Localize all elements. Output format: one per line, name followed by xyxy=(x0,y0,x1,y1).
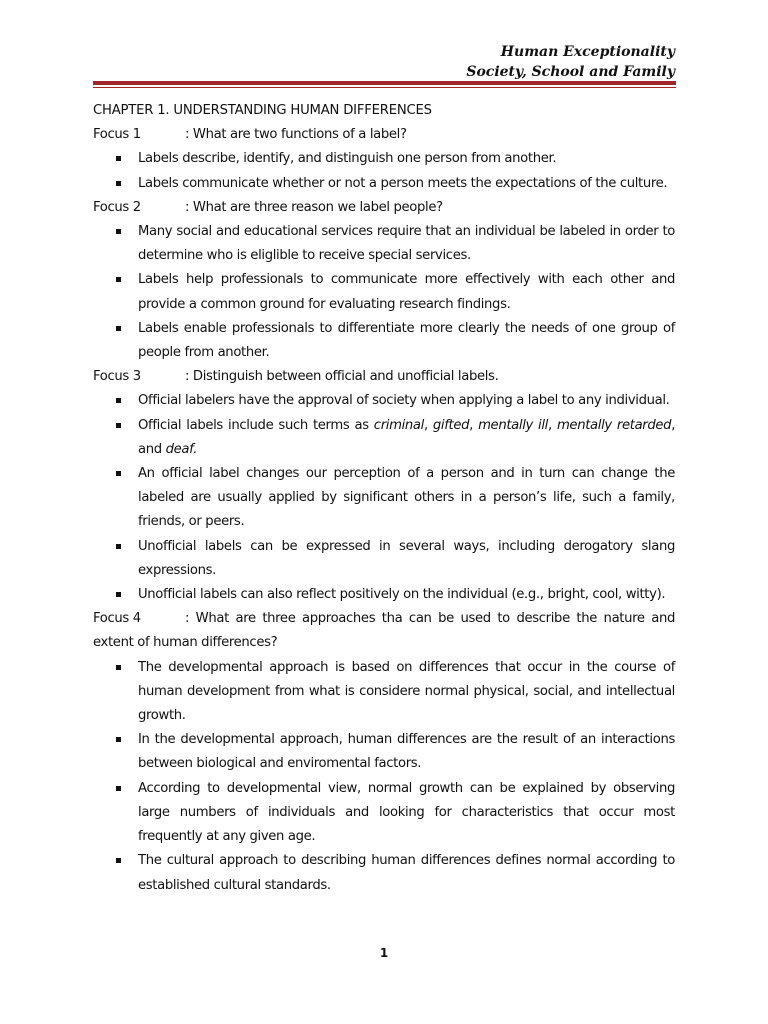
focus-2-label: Focus 2 xyxy=(93,199,141,215)
list-item: Many social and educational services require that an individual be labeled in order to determine who is eliglible to receive special services. xyxy=(93,220,675,268)
term-mentally-ill: mentally ill xyxy=(478,417,548,433)
list-item: Unofficial labels can be expressed in several ways, including derogatory slang expressions. xyxy=(93,535,675,583)
list-item: The cultural approach to describing human differences defines normal according to established cultural standards. xyxy=(93,849,675,897)
term-deaf: deaf xyxy=(165,441,194,457)
term-gifted: gifted xyxy=(432,417,470,433)
focus-4-list xyxy=(93,656,675,898)
term-and: and xyxy=(138,441,166,457)
term-end: . xyxy=(193,441,198,457)
focus-1-list xyxy=(93,147,675,195)
focus-4-heading xyxy=(93,607,675,655)
term-separator: , xyxy=(671,417,676,433)
list-item-official-terms xyxy=(93,414,675,462)
list-item: Labels enable professionals to differentiate more clearly the needs of one group of people from another. xyxy=(93,317,675,365)
focus-1-question: : What are two functions of a label? xyxy=(185,127,407,143)
term-mentally-retarded: mentally retarded xyxy=(556,417,672,433)
term-criminal: criminal xyxy=(373,417,424,433)
list-item: According to developmental view, normal growth can be explained by observing large numbers of individuals and looking for characteristics that occur most frequently at any given age. xyxy=(93,777,675,850)
focus-4-question: : What are three approaches tha can be used to describe the nature and extent of human differences? xyxy=(93,611,675,651)
term-separator: , xyxy=(548,417,557,433)
list-item: Labels describe, identify, and distinguish one person from another. xyxy=(93,147,675,171)
header-title-line1: Human Exceptionality xyxy=(500,44,675,60)
term-separator: , xyxy=(469,417,479,433)
focus-3-list xyxy=(93,389,675,607)
list-item: Official labelers have the approval of society when applying a label to any individual. xyxy=(93,389,675,413)
focus-1-label: Focus 1 xyxy=(93,127,141,143)
official-terms-prefix: Official labels include such terms as xyxy=(138,417,374,433)
list-item: An official label changes our perception of a person and in turn can change the labeled are usually applied by significant others in a person’s life, such a family, friends, or peers. xyxy=(93,462,675,535)
focus-1-heading xyxy=(93,123,675,147)
focus-4-label: Focus 4 xyxy=(93,611,141,627)
focus-2-heading xyxy=(93,196,675,220)
page-body xyxy=(93,99,675,898)
header-rule-thick xyxy=(93,81,676,85)
term-separator: , xyxy=(423,417,433,433)
running-header xyxy=(466,42,675,82)
focus-2-question: : What are three reason we label people? xyxy=(185,199,443,215)
header-rule-thin xyxy=(93,87,676,88)
page-number: 1 xyxy=(379,946,389,960)
chapter-title: CHAPTER 1. UNDERSTANDING HUMAN DIFFERENCES xyxy=(93,103,432,118)
focus-3-question: : Distinguish between official and unofficial labels. xyxy=(185,369,499,385)
list-item: In the developmental approach, human differences are the result of an interactions between biological and enviromental factors. xyxy=(93,728,675,776)
focus-3-label: Focus 3 xyxy=(93,369,141,385)
list-item: Labels help professionals to communicate more effectively with each other and provide a common ground for evaluating research findings. xyxy=(93,268,675,316)
list-item: Labels communicate whether or not a person meets the expectations of the culture. xyxy=(93,172,675,196)
focus-2-list xyxy=(93,220,675,365)
list-item: The developmental approach is based on differences that occur in the course of human development from what is considere normal physical, social, and intellectual growth. xyxy=(93,656,675,729)
focus-3-heading xyxy=(93,365,675,389)
header-title-line2: Society, School and Family xyxy=(466,64,675,80)
list-item: Unofficial labels can also reflect positively on the individual (e.g., bright, cool, witty). xyxy=(93,583,675,607)
